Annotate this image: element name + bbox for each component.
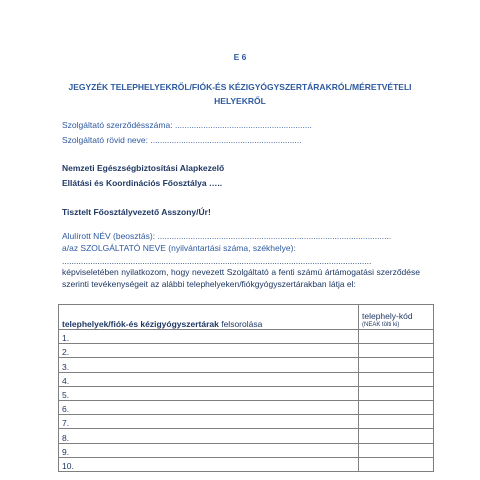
provider-short-name-row (62, 135, 302, 145)
signer-field[interactable]: ................................................................................................... (157, 231, 392, 241)
site-code-column-note: (NEAK tölti ki) (362, 322, 400, 328)
table-row (59, 386, 434, 400)
provider-short-name-field[interactable]: ................................................................ (150, 135, 302, 145)
site-code-column-header (359, 305, 434, 330)
site-name-cell[interactable]: 2. (59, 344, 359, 358)
site-code-cell[interactable] (359, 330, 434, 344)
contract-number-label: Szolgáltató szerződésszáma: (62, 120, 173, 130)
form-code: E 6 (233, 52, 247, 62)
salutation: Tisztelt Főosztályvezető Asszony/Úr! (62, 207, 211, 217)
site-name-cell[interactable]: 10. (59, 457, 359, 471)
site-code-cell[interactable] (359, 344, 434, 358)
site-code-cell[interactable] (359, 386, 434, 400)
site-code-cell[interactable] (359, 372, 434, 386)
site-code-cell[interactable] (359, 429, 434, 443)
site-code-column-title: telephely-kód (362, 311, 413, 321)
sites-column-header (59, 305, 359, 330)
site-name-cell[interactable]: 8. (59, 429, 359, 443)
site-name-cell[interactable]: 4. (59, 372, 359, 386)
site-code-cell[interactable] (359, 415, 434, 429)
site-name-cell[interactable]: 3. (59, 358, 359, 372)
site-code-cell[interactable] (359, 443, 434, 457)
provider-name-label: a/az SZOLGÁLTATÓ NEVE (nyilvántartási száma, székhelye): (62, 243, 296, 253)
table-row (59, 457, 434, 471)
site-name-cell[interactable]: 9. (59, 443, 359, 457)
sites-column-header-rest: felsorolása (218, 319, 263, 329)
form-title-line-1: JEGYZÉK TELEPHELYEKRŐL/FIÓK-ÉS KÉZIGYÓGYSZERTÁRAKRÓL/MÉRETVÉTELI (68, 82, 412, 92)
site-code-cell[interactable] (359, 457, 434, 471)
sites-table (58, 304, 434, 472)
table-header-row (59, 305, 434, 330)
recipient-line-1: Nemzeti Egészségbiztosítási Alapkezelő (62, 163, 225, 173)
table-row (59, 400, 434, 414)
signer-row (62, 231, 391, 241)
table-row (59, 344, 434, 358)
table-row (59, 358, 434, 372)
site-code-cell[interactable] (359, 400, 434, 414)
form-title-line-2: HELYEKRŐL (214, 96, 266, 106)
form-title (40, 80, 440, 108)
recipient-line-2: Ellátási és Koordinációs Főosztálya ….. (62, 178, 223, 188)
table-row (59, 443, 434, 457)
provider-name-field[interactable]: ................................................................................................................................... (62, 256, 372, 266)
contract-number-field[interactable]: .......................................................... (174, 120, 312, 130)
site-name-cell[interactable]: 1. (59, 330, 359, 344)
statement-paragraph: képviseletében nyilatkozom, hogy nevezett Szolgáltató a fenti számú ártámogatási szerződése szerinti tevékenységeit az alábbi telephelyeken/fiókgyógyszertárakban látja el: (62, 267, 420, 289)
table-row (59, 330, 434, 344)
signer-label: Alulírott NÉV (beosztás): (62, 231, 156, 241)
contract-number-row (62, 120, 312, 130)
table-row (59, 372, 434, 386)
site-name-cell[interactable]: 7. (59, 415, 359, 429)
site-code-cell[interactable] (359, 358, 434, 372)
table-row (59, 415, 434, 429)
provider-short-name-label: Szolgáltató rövid neve: (62, 135, 148, 145)
sites-column-header-bold: telephelyek/fiók-és kézigyógyszertárak (62, 319, 219, 329)
site-name-cell[interactable]: 6. (59, 400, 359, 414)
site-name-cell[interactable]: 5. (59, 386, 359, 400)
table-row (59, 429, 434, 443)
